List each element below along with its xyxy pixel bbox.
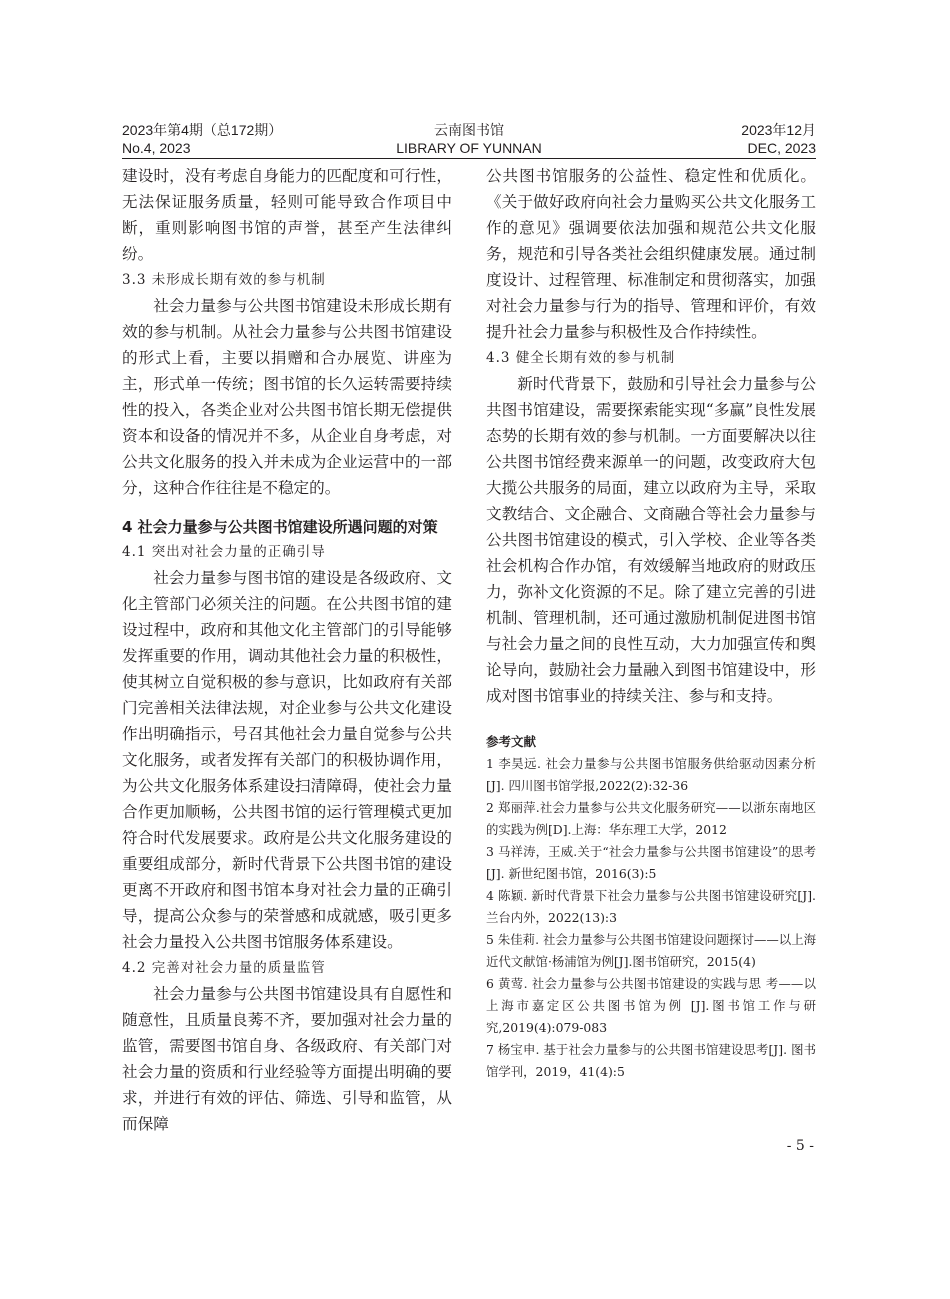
issue-date-en: DEC, 2023	[747, 140, 816, 156]
issue-date-cn: 2023年12月	[741, 122, 816, 138]
reference-item: 4 陈颖. 新时代背景下社会力量参与公共图书馆建设研究[J]. 兰台内外，2022(13):3	[486, 888, 816, 925]
reference-item: 2 郑丽萍.社会力量参与公共文化服务研究——以浙东南地区的实践为例[D].上海：华东理工大学，2012	[486, 800, 816, 837]
paragraph: 社会力量参与公共图书馆建设未形成长期有效的参与机制。从社会力量参与公共图书馆建设的形式上看，主要以捐赠和合办展览、讲座为主，形式单一传统；图书馆的长久运转需要持续性的投入，各类企业对公共图书馆长期无偿提供资本和设备的情况并不多，从企业自身考虑，对公共文化服务的投入并未成为企业运营中的一部分，这种合作往往是不稳定的。	[122, 297, 452, 497]
issue-en: No.4, 2023	[122, 140, 191, 156]
journal-name-cn: 云南图书馆	[434, 122, 504, 138]
section-heading-4: 4 社会力量参与公共图书馆建设所遇问题的对策	[122, 518, 438, 536]
issue-cn: 2023年第4期（总172期）	[122, 122, 283, 138]
paragraph: 社会力量参与公共图书馆建设具有自愿性和随意性，且质量良莠不齐，要加强对社会力量的监管，需要图书馆自身、各级政府、有关部门对社会力量的资质和行业经验等方面提出明确的要求，并进行有效的评估、筛选、引导和监管，从而保障	[122, 985, 452, 1133]
journal-name-en: LIBRARY OF YUNNAN	[396, 140, 542, 156]
subsection-heading-4-1: 4.1 突出对社会力量的正确引导	[122, 544, 326, 560]
right-column	[486, 163, 816, 1083]
references-heading: 参考文献	[486, 734, 537, 749]
reference-item: 7 杨宝申. 基于社会力量参与的公共图书馆建设思考[J]. 图书馆学刊，2019，41(4):5	[486, 1042, 816, 1079]
paragraph: 新时代背景下，鼓励和引导社会力量参与公共图书馆建设，需要探索能实现“多赢”良性发展态势的长期有效的参与机制。一方面要解决以往公共图书馆经费来源单一的问题，改变政府大包大揽公共服务的局面，建立以政府为主导，采取文教结合、文企融合、文商融合等社会力量参与公共图书馆建设的模式，引入学校、企业等各类社会机构合作办馆，有效缓解当地政府的财政压力，弥补文化资源的不足。除了建立完善的引进机制、管理机制，还可通过激励机制促进图书馆与社会力量之间的良性互动，大力加强宣传和舆论导向，鼓励社会力量融入到图书馆建设中，形成对图书馆事业的持续关注、参与和支持。	[486, 375, 816, 705]
reference-item: 1 李昊远. 社会力量参与公共图书馆服务供给驱动因素分析[J]. 四川图书馆学报,2022(2):32-36	[486, 756, 816, 793]
subsection-heading-3-3: 3.3 未形成长期有效的参与机制	[122, 272, 326, 288]
running-header	[122, 121, 816, 157]
issue-date	[741, 121, 816, 157]
left-column	[122, 163, 452, 1137]
reference-item: 5 朱佳莉. 社会力量参与公共图书馆建设问题探讨——以上海近代文献馆·杨浦馆为例[J].图书馆研究，2015(4)	[486, 932, 816, 969]
journal-name	[122, 121, 816, 157]
subsection-heading-4-3: 4.3 健全长期有效的参与机制	[486, 350, 676, 366]
reference-item: 3 马祥涛，王威.关于“社会力量参与公共图书馆建设”的思考[J]. 新世纪图书馆，2016(3):5	[486, 844, 816, 881]
page-number: - 5 -	[786, 1138, 814, 1154]
paragraph: 建设时，没有考虑自身能力的匹配度和可行性，无法保证服务质量，轻则可能导致合作项目中断，重则影响图书馆的声誉，甚至产生法律纠纷。	[122, 167, 452, 263]
reference-item: 6 黄莺. 社会力量参与公共图书馆建设的实践与思 考——以上海市嘉定区公共图书馆为例 [J].图书馆工作与研究,2019(4):079-083	[486, 976, 816, 1035]
paragraph: 社会力量参与图书馆的建设是各级政府、文化主管部门必须关注的问题。在公共图书馆的建设过程中，政府和其他文化主管部门的引导能够发挥重要的作用，调动其他社会力量的积极性，使其树立自觉积极的参与意识，比如政府有关部门完善相关法律法规，对企业参与公共文化建设作出明确指示，号召其他社会力量自觉参与公共文化服务，或者发挥有关部门的积极协调作用，为公共文化服务体系建设扫清障碍，使社会力量合作更加顺畅，公共图书馆的运行管理模式更加符合时代发展要求。政府是公共文化服务建设的重要组成部分，新时代背景下公共图书馆的建设更离不开政府和图书馆本身对社会力量的正确引导，提高公众参与的荣誉感和成就感，吸引更多社会力量投入公共图书馆服务体系建设。	[122, 569, 452, 951]
subsection-heading-4-2: 4.2 完善对社会力量的质量监管	[122, 960, 326, 976]
paragraph: 公共图书馆服务的公益性、稳定性和优质化。《关于做好政府向社会力量购买公共文化服务工作的意见》强调要依法加强和规范公共文化服务，规范和引导各类社会组织健康发展。通过制度设计、过程管理、标准制定和贯彻落实，加强对社会力量参与行为的指导、管理和评价，有效提升社会力量参与积极性及合作持续性。	[486, 167, 816, 341]
header-rule	[122, 158, 816, 159]
